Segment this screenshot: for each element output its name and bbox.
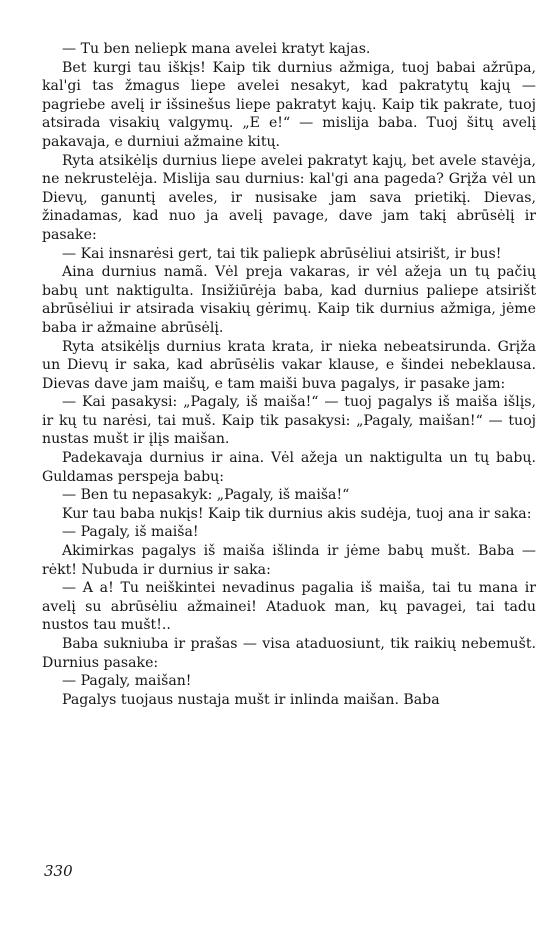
paragraph-4: — Kai insnarėsi gert, tai tik paliepk abrūsėliui atsirišt, ir bus!: [62, 245, 502, 262]
paragraph-7: — Kai pasakysi: „Pagaly, iš maiša!“ — tuoj pagalys iš maiša išlįs, ir kų tu narėsi, tai muš. Kaip tik pasakysi: „Pagaly, maišan!“ — tuoj nustas mušt ir įlįs maišan.: [42, 394, 536, 448]
paragraph-6: Ryta atsikėlįs durnius krata krata, ir nieka nebeatsirunda. Grįža un Dievų ir saka, kad abrūsėlis vakar klause, e šindei nebeklausa. Dievas dave jam maišų, e tam maiši buva pagalys, ir pasake jam:: [42, 338, 536, 392]
paragraph-14: Baba sukniuba ir prašas — visa ataduosiunt, tik raikių nebemušt. Durnius pasake:: [42, 636, 536, 671]
body-text: [42, 40, 536, 709]
paragraph-11: — Pagaly, iš maiša!: [62, 524, 199, 541]
paragraph-8: Padekavaja durnius ir aina. Vėl ažeja un naktigulta un tų babų. Guldamas perspeja babų:: [42, 450, 536, 485]
paragraph-1: — Tu ben neliepk mana avelei kratyt kajas.: [62, 41, 371, 57]
paragraph-15: — Pagaly, maišan!: [62, 673, 192, 690]
paragraph-3: Ryta atsikėlįs durnius liepe avelei pakratyt kajų, bet avele stavėja, ne nekrustelėja. Mislija sau durnius: kal'gi ana pageda? Grįža vėl un Dievų, ganuntį aveles, ir nusisake jam sava prietikį. Dievas, žinadamas, kad nuo ja avelį pavage, dave jam takį abrūsėlį ir pasake:: [42, 152, 536, 243]
page-number: 330: [44, 862, 73, 880]
paragraph-16: Pagalys tuojaus nustaja mušt ir inlinda maišan. Baba: [62, 691, 440, 708]
paragraph-9: — Ben tu nepasakyk: „Pagaly, iš maiša!“: [62, 487, 350, 504]
paragraph-12: Akimirkas pagalys iš maiša išlinda ir jėme babų mušt. Baba — rėkt! Nubuda ir durnius ir saka:: [42, 543, 536, 578]
paragraph-2: Bet kurgi tau iškįs! Kaip tik durnius ažmiga, tuoj babai ažrūpa, kal'gi tas žmagus liepe avelei nesakyt, kad pakratytų kajų — pagriebe avelį ir išsinešus liepe pakratyt kajų. Kaip tik pakrate, tuoj atsirada visakių valgymų. „E e!“ — mislija baba. Tuoj šitų avelį pakavaja, e durniui ažmaine kitų.: [42, 59, 536, 150]
paragraph-5: Aina durnius namã. Vėl preja vakaras, ir vėl ažeja un tų pačių babų unt naktigulta. Insižiūrėja baba, kad durnius paliepe atsirišt abrūsėliui ir atsirada visakių gėrimų. Kaip tik durnius ažmiga, jėme baba ir ažmaine abrūsėlį.: [42, 264, 536, 336]
paragraph-13: — A a! Tu neiškintei nevadinus pagalia iš maiša, tai tu mana ir avelį su abrūsėliu ažmainei! Ataduok man, kų pavagei, tai tadu nustos tau mušt!..: [42, 580, 536, 634]
paragraph-10: Kur tau baba nukįs! Kaip tik durnius akis sudėja, tuoj ana ir saka:: [62, 505, 532, 522]
